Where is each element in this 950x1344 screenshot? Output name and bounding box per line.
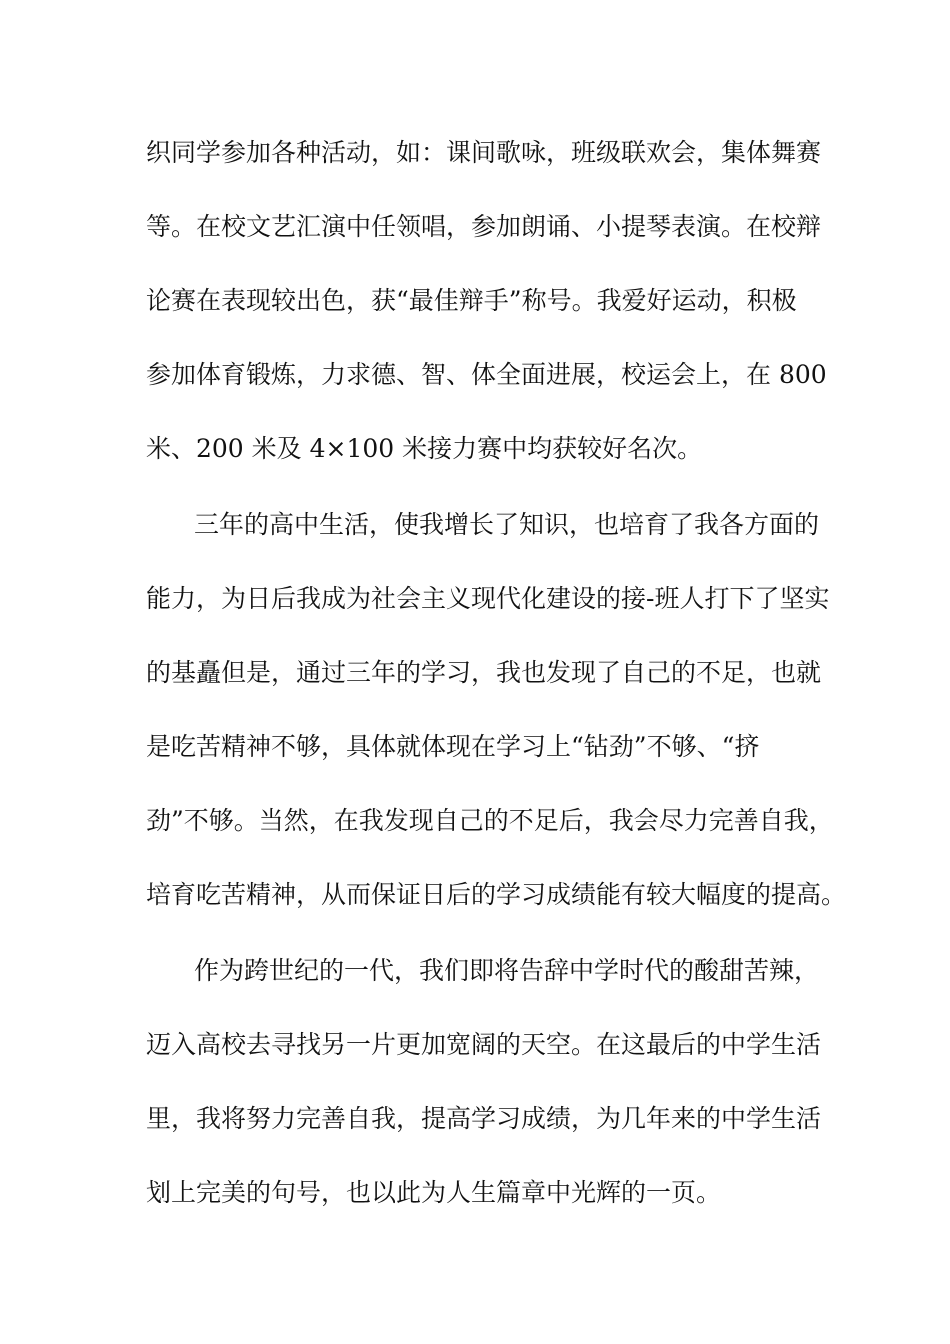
text-line: 劲”不够。当然，在我发现自己的不足后，我会尽力完善自我， — [146, 806, 834, 835]
text-line: 能力，为日后我成为社会主义现代化建设的接-班人打下了坚实 — [146, 584, 830, 613]
text-line: 织同学参加各种活动，如：课间歌咏，班级联欢会，集体舞赛 — [146, 138, 822, 167]
text-line: 米、200 米及 4×100 米接力赛中均获较好名次。 — [146, 434, 703, 463]
text-line: 的基矗但是，通过三年的学习，我也发现了自己的不足，也就 — [146, 658, 822, 687]
paragraph-first-line: 作为跨世纪的一代，我们即将告辞中学时代的酸甜苦辣， — [194, 956, 820, 985]
text-line: 论赛在表现较出色，获“最佳辩手”称号。我爱好运动，积极 — [146, 286, 797, 315]
text-line: 里，我将努力完善自我，提高学习成绩，为几年来的中学生活 — [146, 1104, 822, 1133]
paragraph-first-line: 三年的高中生活，使我增长了知识，也培育了我各方面的 — [194, 510, 820, 539]
text-line: 划上完美的句号，也以此为人生篇章中光辉的一页。 — [146, 1178, 722, 1207]
text-line: 参加体育锻炼，力求德、智、体全面进展，校运会上，在 800 — [146, 360, 827, 389]
text-line: 迈入高校去寻找另一片更加宽阔的天空。在这最后的中学生活 — [146, 1030, 822, 1059]
text-line: 是吃苦精神不够，具体就体现在学习上“钻劲”不够、“挤 — [146, 732, 760, 761]
text-line: 培育吃苦精神，从而保证日后的学习成绩能有较大幅度的提高。 — [146, 880, 847, 909]
text-line: 等。在校文艺汇演中任领唱，参加朗诵、小提琴表演。在校辩 — [146, 212, 822, 241]
